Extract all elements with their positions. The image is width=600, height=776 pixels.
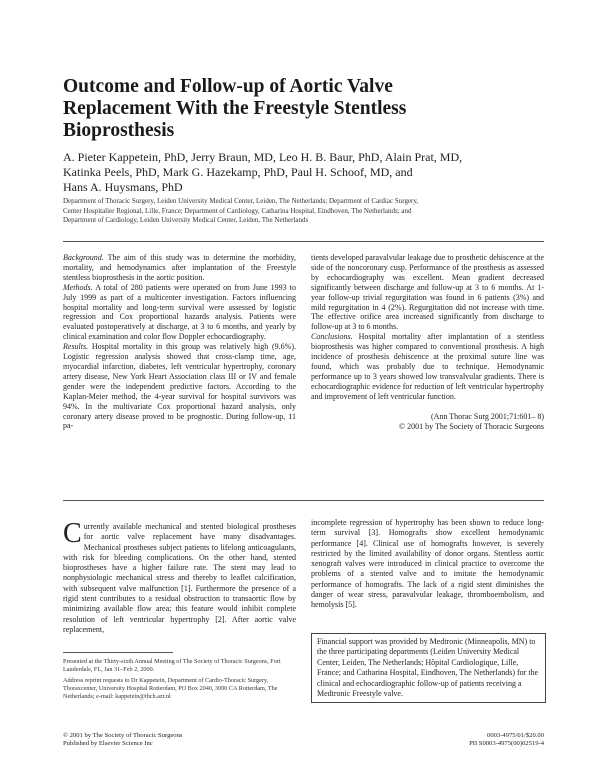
footer-left	[63, 732, 182, 749]
footer-issn: 0003-4975/01/$20.00	[487, 732, 544, 739]
title-line: Bioprosthesis	[63, 120, 175, 141]
author-line: Hans A. Huysmans, PhD	[63, 180, 183, 194]
affiliation-line: Center Hospitalier Regional, Lille, France; Department of Cardiology, Catharina Hospital, Eindhoven, The Netherlands; and	[63, 206, 412, 215]
abstract-bottom-rule	[63, 500, 544, 501]
intro-continued: incomplete regression of hypertrophy has been shown to reduce long-term survival [3]. Homografts show excellent hemodynamic performance [4]. Clinical use of homografts however, is severely restricted by the limited availability of donor organs. Stentless aortic xenograft valves were introduced in clinical practice to overcome the problems of a stented valve and to imitate the hemodynamic performance of homografts. The lack of a rigid stent diminishes the danger of wear stress, paravalvular leakage, thromboembolism, and hemolysis [5].	[311, 518, 544, 610]
results-label: Results.	[63, 342, 89, 352]
affiliations	[63, 197, 553, 226]
intro-text: urrently available mechanical and stented biological prostheses for aortic valve replacement have many disadvantages. Mechanical prostheses subject patients to lifelong anticoagulants, with risk for bleeding complications. On the other hand, stented bioprostheses have a higher failure rate. The stent may lead to nonphysiologic mechanical stress and thereby to leaflet calcification, with subsequent valve malfunction [1]. Furthermore the presence of a rigid stent contributes to a residual obstruction to transaortic flow by minimizing available flow area; this feature would inhibit complete resolution of left ventricular hypertrophy [2]. After aortic valve replacement,	[63, 522, 296, 634]
footnote-rule	[63, 652, 173, 653]
abstract-left-column	[63, 253, 296, 431]
abstract-copyright: © 2001 by The Society of Thoracic Surgeons	[399, 421, 544, 431]
abstract-conclusions	[311, 332, 544, 401]
footer-right	[380, 732, 544, 749]
body-right-column	[311, 518, 544, 611]
author-list	[63, 150, 543, 195]
author-line: Katinka Peels, PhD, Mark G. Hazekamp, PhD, Paul H. Schoof, MD, and	[63, 165, 413, 179]
title-line: Replacement With the Freestyle Stentless	[63, 98, 407, 119]
affiliation-line: Department of Cardiology, Leiden University Medical Center, Leiden, The Netherlands	[63, 216, 309, 225]
footnote-presented: Presented at the Thirty-sixth Annual Meeting of The Society of Thoracic Surgeons, Fort Lauderdale, FL, Jan 31–Feb 2, 2000.	[63, 658, 281, 673]
methods-text: A total of 280 patients were operated on from June 1993 to July 1999 as part of a multicenter investigation. Factors influencing hospital mortality and long-term survival were assessed by logistic regression and Cox proportional hazards analysis. Patients were evaluated postoperatively at discharge, at 3 to 6 months, and yearly by clinical examination and color flow Doppler echocardiography.	[63, 282, 297, 342]
footer-publisher: Published by Elsevier Science Inc	[63, 740, 153, 748]
title-line: Outcome and Follow-up of Aortic Valve	[63, 76, 393, 97]
results-text: Hospital mortality in this group was relatively high (9.6%). Logistic regression analysis showed that cross-clamp time, age, myocardial infarction, diabetes, left ventricular hypertrophy, coronary artery disease, New York Heart Association class III or IV and female gender were the independent predictive factors. According to the Kaplan-Meier method, the 4-year survival for hospital survivors was 94%. In the multivariate Cox proportional hazard analysis, only coronary artery disease proved to be prognostic. During follow-up, 11 pa-	[63, 342, 296, 431]
footer-pii: PII S0003-4975(00)02519-4	[469, 740, 544, 748]
abstract-top-rule	[63, 241, 544, 242]
footnote-address: Address reprint requests to Dr Kappetein, Department of Cardio-Thoracic Surgery, Thoraxcenter, University Hospital Rotterdam, PO Box 2040, 3000 CA Rotterdam, The Netherlands; e-mail: kappetein@thch.azr.nl	[63, 677, 278, 700]
drop-cap: C	[63, 518, 82, 549]
methods-label: Methods.	[63, 282, 93, 292]
footnotes	[63, 658, 296, 704]
results-continued: tients developed paravalvular leakage due to prosthetic dehiscence at the side of the noncoronary cusp. Performance of the prosthesis as assessed by echocardiography was excellent. Mean gradient decreased significantly between discharge and follow-up at 3 to 6 months. At 1-year follow-up trivial regurgitation was found in 6 patients (3%) and mild regurgitation in 4 (2%). Regurgitation did not increase with time. The effective orifice area increased significantly from discharge to follow-up at 3 to 6 months.	[311, 253, 544, 332]
conclusions-label: Conclusions.	[311, 332, 353, 342]
funding-box: Financial support was provided by Medtronic (Minneapolis, MN) to the three participating departments (Leiden University Medical Center, Leiden, The Netherlands; Hôpital Cardiologique, Lille, France; and Catharina Hospital, Eindhoven, The Netherlands) for the clinical and echocardiographic follow-up of patients receiving a Medtronic Freestyle valve.	[311, 633, 546, 703]
body-left-column	[63, 518, 296, 635]
affiliation-line: Department of Thoracic Surgery, Leiden University Medical Center, Leiden, The Netherlands; Department of Cardiac Surgery,	[63, 197, 419, 205]
author-line: A. Pieter Kappetein, PhD, Jerry Braun, MD, Leo H. B. Baur, PhD, Alain Prat, MD,	[63, 150, 463, 164]
footer-copyright: © 2001 by The Society of Thoracic Surgeons	[63, 732, 183, 739]
abstract-methods	[63, 283, 296, 342]
abstract-background	[63, 253, 296, 283]
background-text: The aim of this study was to determine the morbidity, mortality, and hemodynamics after implantation of the Freestyle stentless bioprosthesis in the aortic position.	[63, 253, 296, 282]
article-title	[63, 76, 533, 142]
conclusions-text: Hospital mortality after implantation of a stentless bioprosthesis was higher compared to conventional prosthesis. A high incidence of prosthesis dehiscence at the proximal suture line was found, which was probably due to technique. Hemodynamic performance up to 3 years showed low transvalvular gradients. There is echocardiographic evidence for reduction of left ventricular hypertrophy and improvement of left ventricular function.	[311, 332, 545, 401]
abstract-results	[63, 342, 296, 431]
intro-paragraph	[63, 518, 296, 635]
citation: (Ann Thorac Surg 2001;71:601– 8)	[430, 411, 544, 421]
background-label: Background.	[63, 253, 104, 262]
abstract-right-column	[311, 253, 544, 431]
